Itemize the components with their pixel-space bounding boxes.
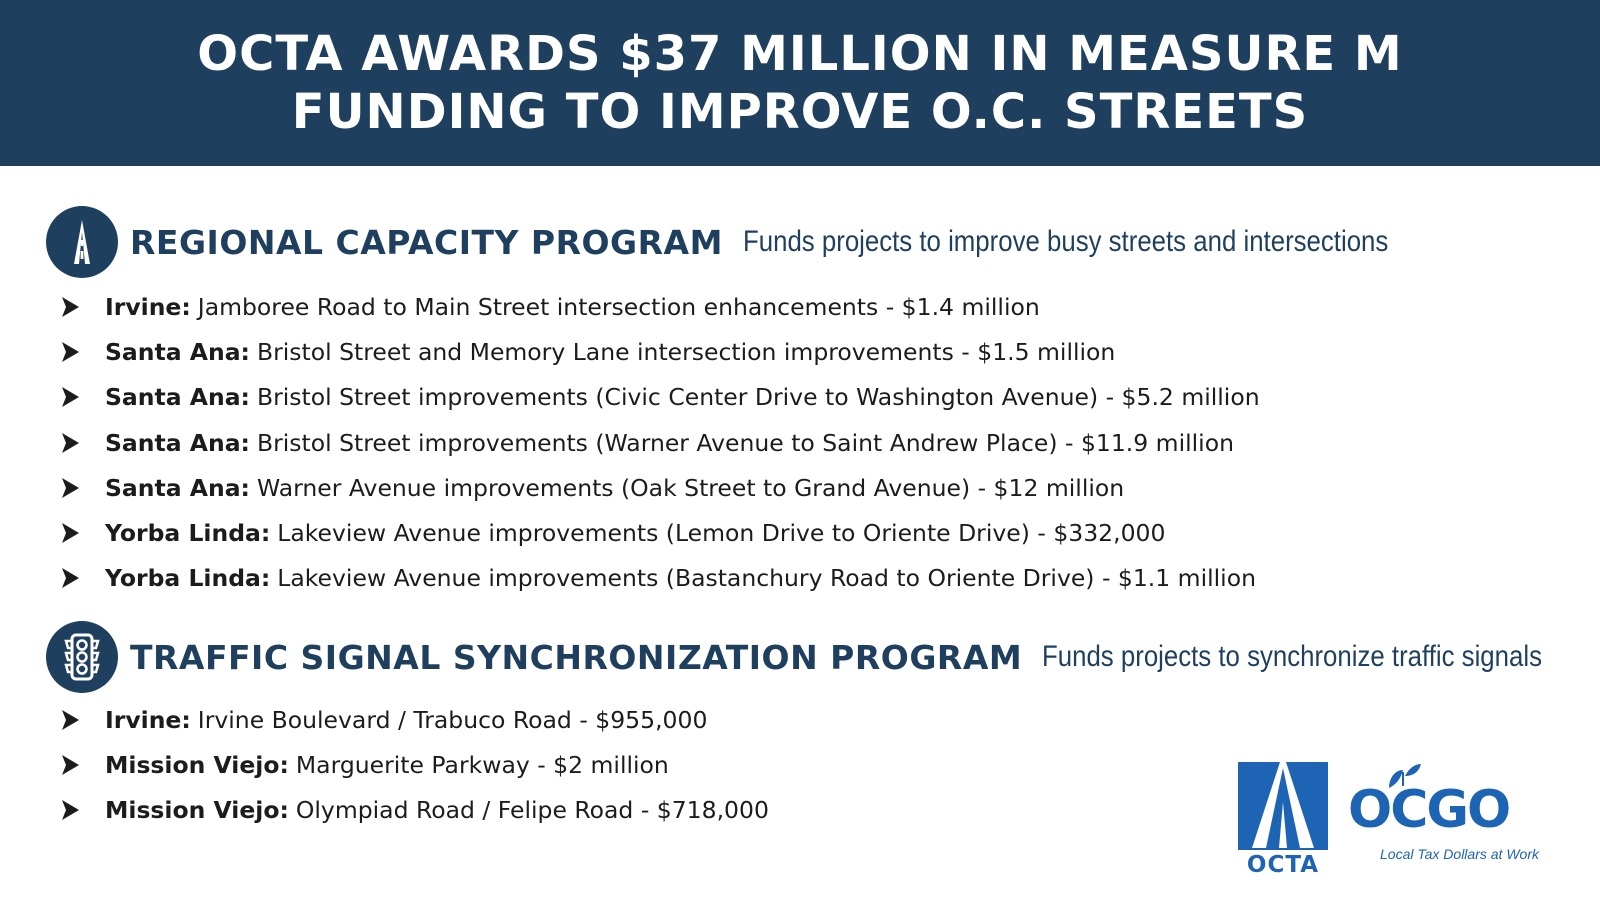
city-name: Yorba Linda:	[105, 519, 271, 548]
arrow-bullet-icon	[60, 709, 80, 731]
list-item	[60, 697, 769, 742]
list-item	[60, 465, 1260, 510]
city-name: Santa Ana:	[105, 383, 250, 412]
section-subtitle: Funds projects to improve busy streets and intersections	[742, 225, 1389, 258]
road-icon	[46, 206, 118, 278]
city-name: Santa Ana:	[105, 473, 250, 502]
arrow-bullet-icon	[60, 341, 80, 363]
logos-area	[1238, 762, 1578, 877]
list-item	[60, 329, 1260, 374]
city-name: Mission Viejo:	[105, 750, 289, 779]
city-name: Mission Viejo:	[105, 796, 289, 825]
section-title: REGIONAL CAPACITY PROGRAM	[130, 222, 723, 262]
header-banner	[0, 0, 1600, 166]
project-text: Lakeview Avenue improvements (Bastanchury Road to Oriente Drive) - $1.1 million	[277, 564, 1256, 593]
octa-logo	[1238, 762, 1328, 854]
list-item	[60, 510, 1260, 555]
arrow-bullet-icon	[60, 432, 80, 454]
arrow-bullet-icon	[60, 522, 80, 544]
list-item	[60, 284, 1260, 329]
headline-line-1: OCTA AWARDS $37 MILLION IN MEASURE M	[197, 26, 1403, 82]
project-text: Warner Avenue improvements (Oak Street to Grand Avenue) - $12 million	[256, 473, 1125, 502]
list-item	[60, 788, 769, 833]
ocgo-tagline: Local Tax Dollars at Work	[1380, 846, 1539, 862]
city-name: Irvine:	[105, 705, 191, 734]
city-name: Santa Ana:	[105, 428, 250, 457]
list-item	[60, 556, 1260, 601]
arrow-bullet-icon	[60, 296, 80, 318]
project-text: Bristol Street and Memory Lane intersection improvements - $1.5 million	[256, 337, 1116, 366]
traffic-light-icon	[46, 621, 118, 693]
arrow-bullet-icon	[60, 799, 80, 821]
octa-wordmark: OCTA	[1246, 852, 1320, 878]
list-item	[60, 420, 1260, 465]
arrow-bullet-icon	[60, 567, 80, 589]
ocgo-wordmark: OCGO	[1348, 780, 1510, 840]
list-item	[60, 375, 1260, 420]
project-text: Marguerite Parkway - $2 million	[295, 750, 669, 779]
city-name: Yorba Linda:	[105, 564, 271, 593]
headline-line-2: FUNDING TO IMPROVE O.C. STREETS	[291, 84, 1309, 140]
project-text: Lakeview Avenue improvements (Lemon Drive to Oriente Drive) - $332,000	[277, 519, 1166, 548]
project-text: Bristol Street improvements (Civic Center Drive to Washington Avenue) - $5.2 million	[256, 383, 1260, 412]
regional-capacity-section-header	[46, 206, 1493, 278]
section-subtitle: Funds projects to synchronize traffic signals	[1042, 640, 1543, 673]
section-title: TRAFFIC SIGNAL SYNCHRONIZATION PROGRAM	[130, 637, 1023, 677]
project-text: Bristol Street improvements (Warner Avenue to Saint Andrew Place) - $11.9 million	[256, 428, 1234, 457]
traffic-signal-project-list	[60, 697, 769, 833]
regional-capacity-project-list	[60, 284, 1260, 601]
arrow-bullet-icon	[60, 477, 80, 499]
arrow-bullet-icon	[60, 386, 80, 408]
project-text: Olympiad Road / Felipe Road - $718,000	[295, 796, 769, 825]
traffic-signal-section-header	[46, 621, 1600, 693]
project-text: Jamboree Road to Main Street intersection enhancements - $1.4 million	[197, 292, 1040, 321]
project-text: Irvine Boulevard / Trabuco Road - $955,000	[197, 705, 708, 734]
city-name: Irvine:	[105, 292, 191, 321]
city-name: Santa Ana:	[105, 337, 250, 366]
arrow-bullet-icon	[60, 754, 80, 776]
list-item	[60, 742, 769, 787]
